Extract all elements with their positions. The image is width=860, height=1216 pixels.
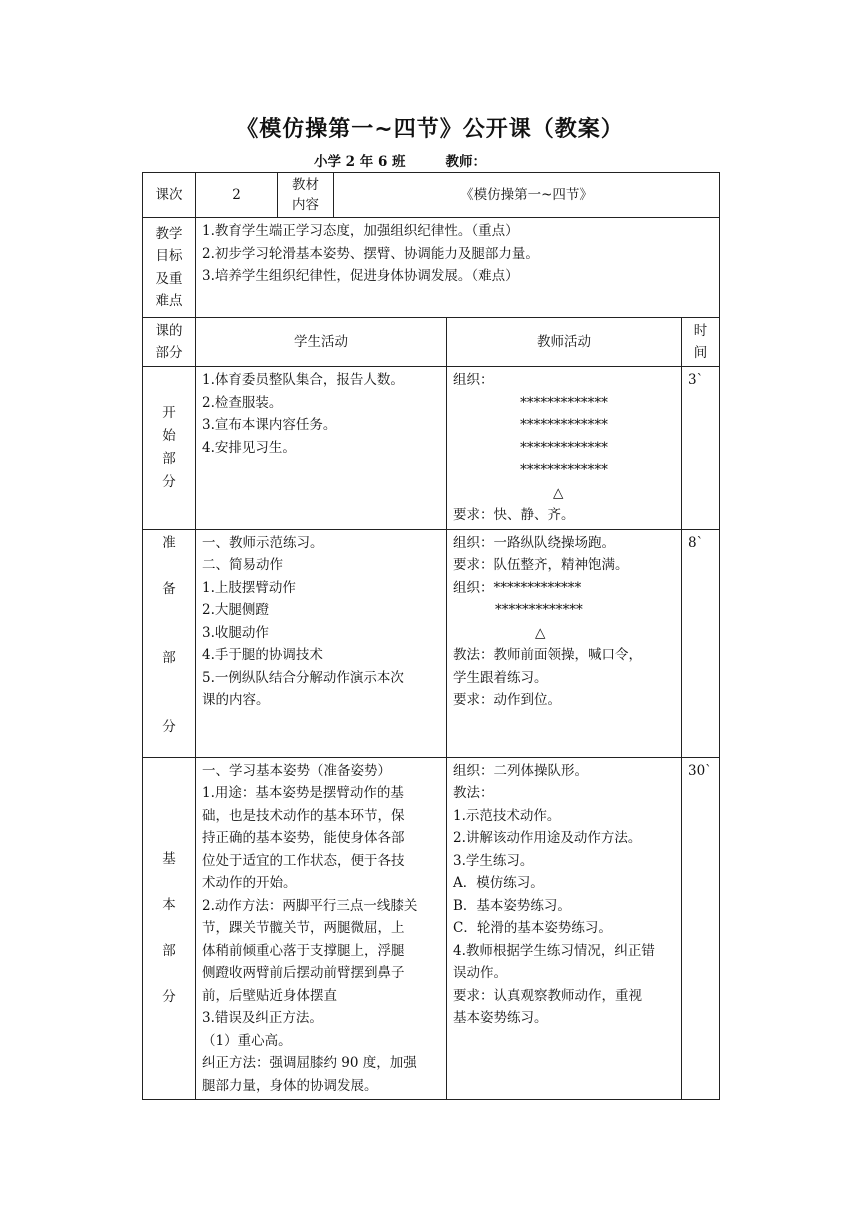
goals-content <box>196 218 720 318</box>
teacher-position-mark: △ <box>553 484 564 501</box>
formation-stars: ************* <box>520 394 608 411</box>
student-activity: 1.体育委员整队集合，报告人数。 2.检查服装。 3.宣布本课内容任务。 4.安排见习生。 <box>196 367 447 530</box>
goals-row <box>143 218 720 318</box>
student-activity: 一、学习基本姿势（准备姿势） 1.用途：基本姿势是摆臂动作的基 础，也是技术动作的基本环节，保 持正确的基本姿势，能使身体各部 位处于适宜的工作状态，便于各技 术动作的开始。 2.动作方法：两脚平行三点一线膝关 节，踝关节髋关节，两腿微屈，上 体稍前倾重心落于支撑腿上，浮腿 侧蹬收两臂前后摆动前臂摆到鼻子 前，后壁贴近身体摆直 3.错误及纠正方法。 （1）重心高。 纠正方法：强调屈膝约 90 度，加强 腿部力量，身体的协调发展。 <box>196 757 447 1100</box>
section-row <box>143 367 720 530</box>
column-header-row <box>143 318 720 367</box>
student-activity: 一、教师示范练习。 二、简易动作 1.上肢摆臂动作 2.大腿侧蹬 3.收腿动作 4.手于腿的协调技术 5.一例纵队结合分解动作演示本次 课的内容。 <box>196 529 447 757</box>
section-row <box>143 757 720 1100</box>
material-value: 《模仿操第一~四节》 <box>334 173 720 218</box>
lesson-no-value: 2 <box>196 173 278 218</box>
time-value: 3` <box>682 367 720 530</box>
teacher-activity: 组织：二列体操队形。 教法： 1.示范技术动作。 2.讲解该动作用途及动作方法。 3.学生练习。 A．模仿练习。 B．基本姿势练习。 C．轮滑的基本姿势练习。 4.教师根据学生练习情况，纠正错 误动作。 要求：认真观察教师动作，重视 基本姿势练习。 <box>447 757 682 1100</box>
section-name: 基 本 部 分 <box>143 757 196 1100</box>
goal-item: 1.教育学生端正学习态度，加强组织纪律性。（重点） <box>202 223 519 239</box>
section-name: 准 备 部 分 <box>143 529 196 757</box>
class-teacher-line <box>0 150 860 170</box>
formation-stars: ************* <box>520 462 608 478</box>
part-header: 课的 部分 <box>143 318 196 367</box>
teacher-position-mark: △ <box>535 624 546 641</box>
teacher-activity: 组织： ************* ************* ************* ************* △ 要求：快、静、齐。 <box>447 367 682 530</box>
teacher-label: 教师： <box>445 154 487 170</box>
goal-item: 3.培养学生组织纪律性，促进身体协调发展。（难点） <box>202 268 519 284</box>
material-label: 教材 内容 <box>278 173 334 218</box>
goal-item: 2.初步学习轮滑基本姿势、摆臂、协调能力及腿部力量。 <box>202 245 539 262</box>
page-title: 《模仿操第一~四节》公开课（教案） <box>236 117 624 142</box>
goals-label: 教学 目标 及重 难点 <box>143 218 196 318</box>
formation-stars: ************* <box>520 417 608 433</box>
student-header: 学生活动 <box>196 318 447 367</box>
time-header: 时 间 <box>682 318 720 367</box>
teacher-header: 教师活动 <box>447 318 682 367</box>
time-value: 8` <box>682 529 720 757</box>
formation-stars: ************* <box>495 602 583 618</box>
header-row <box>143 173 720 218</box>
class-label: 小学 2 年 6 班 <box>313 154 406 170</box>
section-row <box>143 529 720 757</box>
time-value: 30` <box>682 757 720 1100</box>
teacher-activity: 组织：一路纵队绕操场跑。 要求：队伍整齐，精神饱满。 组织：************* ************* △ 教法：教师前面领操，喊口令， 学生跟着练习。 要求：动作到位。 <box>447 529 682 757</box>
formation-stars: ************* <box>520 439 608 456</box>
lesson-plan-table <box>142 172 720 1100</box>
section-name: 开 始 部 分 <box>143 367 196 530</box>
lesson-no-label: 课次 <box>143 173 196 218</box>
